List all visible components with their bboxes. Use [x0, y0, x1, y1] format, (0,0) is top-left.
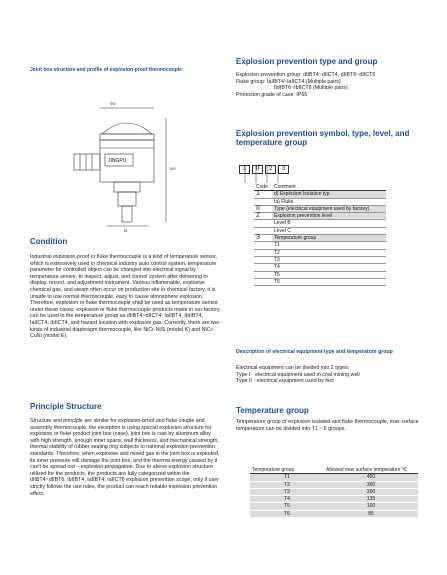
- temp-value-cell: 450: [324, 474, 418, 481]
- temp-group-cell: T5: [250, 503, 324, 510]
- symbol-comment-cell: T1: [274, 242, 280, 249]
- explosion-type-heading: Explosion prevention type and group: [236, 57, 378, 66]
- temp-group-cell: T4: [250, 496, 324, 503]
- symbol-comment-cell: T3: [274, 256, 280, 263]
- symbol-comment-cell: Level C: [274, 227, 291, 234]
- explosion-group-line: Explosion prevention group: dIIBT4~dIICT4, dIIBT6~dIICT6: [236, 72, 376, 78]
- symbol-comment-cell: Type (electrical equipment used by factory): [272, 205, 386, 212]
- condition-heading: Condition: [30, 237, 68, 246]
- symbol-box-2: II: [252, 165, 263, 174]
- symbol-table-row: [254, 213, 386, 220]
- symbol-table-row: [254, 249, 386, 256]
- temp-value-cell: 100: [324, 503, 418, 510]
- symbol-table-row: [254, 227, 386, 234]
- temp-value-cell: 200: [324, 488, 418, 495]
- symbol-table-row: [254, 235, 386, 242]
- temperature-table-row: [250, 503, 418, 510]
- temperature-heading: Temperature group: [236, 406, 309, 415]
- condition-text: Industrial explosion-proof or fluke thermocouple is a kind of temperature sensor, which is extensively used in chemical industry auto control system, temperature parameter for controlled object can be changed into electrical signal by temperature sensor, to inspect, adjust, and control system after delivering to display, record, and adjustment instrument. Various inflammable, explosive chemical gas, and steam often occur on production site in chemical factory, it is unsafe to use normal thermocouple, easy to cause atmosphere explosion. Therefore, explosion or fluke thermocouple shall be used as temperature sensor under these cases, explosion or fluke thermocouple products made in our factory can be used in the temperature group as dIIBT4~dIICT4, IaIIBT4, IbIIBT4, IaIICT4, IbIICT4, and hazard location with explosive gas. Currently, there are two kinds of industrial diaphragm thermocouple, like NiCr-NiSi (model K) and NiCr-CuNi (model E).: [30, 254, 220, 340]
- col-temp-group: Temperature group: [252, 467, 295, 473]
- symbol-code-cell: [254, 271, 272, 278]
- temperature-table-row: [250, 510, 418, 517]
- description-lines: [236, 365, 436, 385]
- symbol-comment-cell: Level B: [274, 220, 291, 227]
- symbol-code-cell: [254, 242, 272, 249]
- temperature-table-row: [250, 488, 418, 495]
- protection-grade-line: Protection grade of case: IP65: [236, 91, 308, 98]
- symbol-comment-cell: d) Explosion Isolation typ: [272, 191, 386, 198]
- symbol-table-row: [254, 242, 386, 249]
- temp-group-cell: T1: [250, 474, 324, 481]
- figure-caption: Joint box structure and profile of explosion-proof thermocouple: [30, 67, 182, 73]
- symbol-code-cell: [254, 256, 272, 263]
- temperature-table: [250, 467, 418, 518]
- dim-bottom: M: [124, 228, 128, 233]
- temperature-table-row: [250, 496, 418, 503]
- symbol-comment-cell: T2: [274, 249, 280, 256]
- symbol-code-cell: 1: [254, 191, 272, 198]
- symbol-table: [254, 184, 386, 286]
- temperature-text: Temperature group of explosion isolated and fluke thermocouple, max surface temperature can be divided into T1 ~ 6 groups.: [236, 419, 419, 432]
- temperature-table-row: [250, 474, 418, 481]
- symbol-code-cell: [254, 249, 272, 256]
- symbol-comment-cell: Ia) Fluke: [274, 198, 294, 205]
- symbol-code-cell: [254, 278, 272, 285]
- symbol-code-cell: 3: [254, 235, 272, 242]
- symbol-table-row: [254, 271, 386, 278]
- dim-top: Φ8: [110, 101, 116, 106]
- description-line-1: Electrical equipment can be divided into 2 types:: [236, 365, 350, 371]
- symbol-comment-cell: T6: [274, 278, 280, 285]
- col-comment: Comment: [274, 184, 296, 190]
- symbol-box-4: 3: [278, 165, 289, 174]
- description-heading: Description of electrical equipment type and temperature group: [236, 349, 393, 355]
- connector-lines: [240, 165, 280, 185]
- dim-height: 150: [169, 166, 176, 171]
- symbol-code-cell: [254, 220, 272, 227]
- symbol-table-row: [254, 191, 386, 198]
- symbol-table-row: [254, 205, 386, 212]
- symbol-code-cell: II: [254, 205, 272, 212]
- symbol-heading: Explosion prevention symbol, type, level, and temperature group: [236, 129, 410, 147]
- nameplate-label: JINGPU: [108, 158, 127, 164]
- temp-group-cell: T3: [250, 488, 324, 495]
- symbol-table-row: [254, 264, 386, 271]
- col-max-temp: Allowed max surface temperature ℃: [326, 467, 408, 473]
- symbol-table-row: [254, 198, 386, 205]
- symbol-box-3: 2: [265, 165, 276, 174]
- temp-group-cell: T2: [250, 481, 324, 488]
- principle-text: Structure and principle are similar for explosion-proof and fluke couple and assembly thermocouple, the exception is using special explosion structure for explosion or fluke product joint box (case), joint box is cast by aluminum alloy with high strength, enough inner space, wall thickness, and mechanical strength, thermal stability of rubber sealing ring subjects to national explosion prevention standards. Therefore, when explosive and mixed gas in the joint box is exploded, its inner pressure will damage the joint box, and the thermal energy caused by it can't be spread out – explosion propagation. Due to above explosion structure utilized for the products, the products are fully categorized within the dIIBT4~dIIBT6, IbIIBT4, IaIIBT4, IaIICT6 explosion prevention scope, only if user strictly follows the use rules, the product can reach reliable explosion prevention effect.: [30, 418, 220, 497]
- fluke-group-line: Fluke group: IaIIBT4~IaIICT4 (Multiple pairs): [236, 78, 341, 85]
- description-line-2: Type I - electrical equipment used in coal mining well: [236, 371, 360, 378]
- symbol-table-row: [254, 220, 386, 227]
- symbol-code-cell: [254, 264, 272, 271]
- temperature-table-row: [250, 481, 418, 488]
- temp-group-cell: T6: [250, 510, 324, 517]
- temp-value-cell: 85: [324, 510, 418, 517]
- symbol-comment-cell: T4: [274, 264, 280, 271]
- symbol-comment-cell: Temperature group: [272, 235, 386, 242]
- description-line-3: Type II - electrical equipment used by fact: [236, 378, 334, 385]
- symbol-code-cell: 2: [254, 213, 272, 220]
- thermocouple-drawing: [70, 98, 180, 234]
- temp-value-cell: 135: [324, 496, 418, 503]
- symbol-comment-cell: T5: [274, 271, 280, 278]
- symbol-table-row: [254, 278, 386, 285]
- symbol-table-row: [254, 256, 386, 263]
- temp-value-cell: 300: [324, 481, 418, 488]
- principle-heading: Principle Structure: [30, 402, 102, 411]
- col-code: Code: [256, 184, 268, 190]
- explosion-type-lines: [236, 72, 436, 98]
- fluke-group-line-2: IbIIBT6~IbIICT6 (Multiple pairs): [274, 85, 348, 92]
- symbol-box-1: 1: [239, 165, 250, 174]
- symbol-comment-cell: Explosion prevention level: [272, 213, 386, 220]
